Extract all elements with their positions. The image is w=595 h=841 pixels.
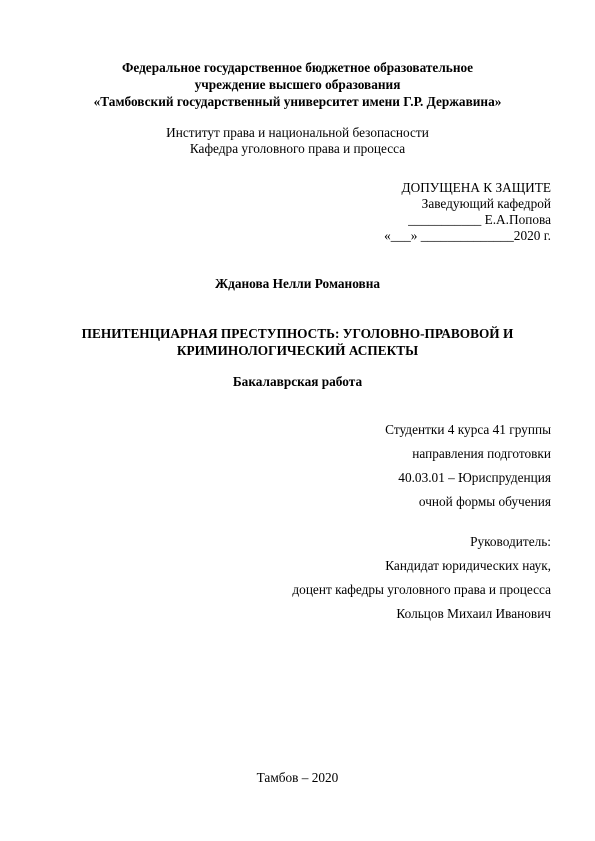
- approval-signature-line: ___________ Е.А.Попова: [408, 212, 551, 227]
- supervisor-name: Кольцов Михаил Иванович: [396, 606, 551, 621]
- university-header-line-1: Федеральное государственное бюджетное образовательное: [121, 60, 474, 75]
- department-name: Кафедра уголовного права и процесса: [189, 141, 406, 156]
- institute-name: Институт права и национальной безопасности: [166, 125, 429, 140]
- student-study-form: очной формы обучения: [418, 494, 551, 509]
- approval-date-line: «___» ______________2020 г.: [384, 228, 551, 243]
- approval-heading: ДОПУЩЕНА К ЗАЩИТЕ: [401, 180, 551, 195]
- student-direction-label: направления подготовки: [412, 446, 551, 461]
- work-type: Бакалаврская работа: [232, 374, 363, 389]
- student-course-group: Студентки 4 курса 41 группы: [385, 422, 551, 437]
- city-year-footer: Тамбов – 2020: [256, 770, 339, 785]
- approval-head-of-department: Заведующий кафедрой: [421, 196, 551, 211]
- supervisor-label: Руководитель:: [470, 534, 551, 549]
- thesis-title-line-2: КРИМИНОЛОГИЧЕСКИЙ АСПЕКТЫ: [176, 343, 419, 358]
- thesis-title-line-1: ПЕНИТЕНЦИАРНАЯ ПРЕСТУПНОСТЬ: УГОЛОВНО-ПРАВОВОЙ И: [81, 326, 514, 341]
- supervisor-degree: Кандидат юридических наук,: [385, 558, 551, 573]
- university-header-line-2: учреждение высшего образования: [194, 77, 401, 92]
- supervisor-position: доцент кафедры уголовного права и процесса: [292, 582, 551, 597]
- student-direction-code: 40.03.01 – Юриспруденция: [398, 470, 551, 485]
- university-header-line-3: «Тамбовский государственный университет имени Г.Р. Державина»: [93, 94, 502, 109]
- author-name: Жданова Нелли Романовна: [214, 276, 381, 291]
